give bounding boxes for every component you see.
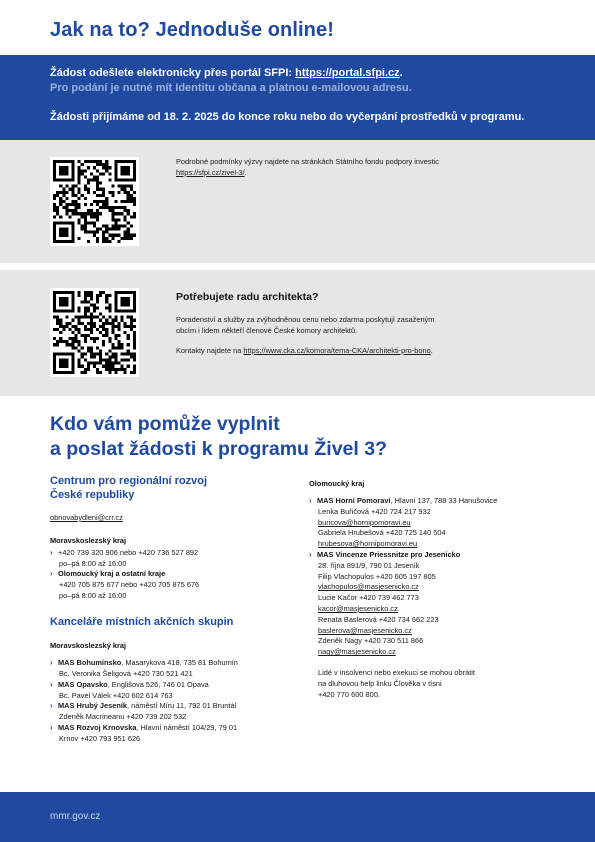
contact-line: Gabriela Hrubešová +420 725 140 504 bbox=[318, 528, 446, 538]
mas-contact: Krnov +420 793 951 626 bbox=[59, 733, 141, 743]
footer bbox=[0, 792, 595, 842]
email-line bbox=[318, 647, 569, 658]
architect-text bbox=[176, 315, 434, 357]
contact-line: 28. října 891/9, 790 01 Jeseník bbox=[318, 560, 420, 570]
chevron-right-icon: › bbox=[309, 549, 312, 559]
list-item bbox=[50, 658, 290, 680]
contact-line: Renata Baslerová +420 734 662 223 bbox=[318, 614, 439, 624]
footer-site: mmr.gov.cz bbox=[50, 811, 101, 822]
qr-code-sfpi bbox=[50, 157, 139, 246]
contact-line: Filip Vlachopulos +420 605 197 805 bbox=[318, 571, 436, 581]
mas-contact: Bc. Pavel Válek +420 602 614 763 bbox=[59, 690, 173, 700]
identity-note: Pro podání je nutné mít Identitu občana a platnou e-mailovou adresu. bbox=[50, 82, 412, 94]
mas-jesenicko-name: MAS Vincenze Priessnitze pro Jesenicko bbox=[317, 549, 461, 559]
crr-region-1-phone: +420 739 320 906 nebo +420 736 527 892 bbox=[58, 547, 199, 557]
email-line bbox=[318, 604, 569, 615]
architect-text-line-1: Poradenství a služby za zvýhodněnou cenu nebo zdarma poskytují zasaženým bbox=[176, 315, 435, 324]
mas-address: , Hlavní náměstí 104/29, 79 01 bbox=[136, 723, 238, 733]
deadline-note: Žádosti přijímáme od 18. 2. 2025 do konce roku nebo do vyčerpání prostředků v programu. bbox=[50, 111, 525, 123]
mas-address: , náměstí Míru 11, 792 01 Bruntál bbox=[127, 701, 237, 711]
left-column bbox=[50, 475, 290, 745]
email-link[interactable]: buricova@hornipomoravi.eu bbox=[318, 517, 411, 527]
insolvency-note-line-3: +420 770 600 800. bbox=[318, 689, 380, 699]
mas-name: MAS Bohumínsko bbox=[58, 658, 122, 668]
architect-title: Potřebujete radu architekta? bbox=[176, 291, 319, 303]
olomouc-list bbox=[309, 496, 569, 700]
mas-horni-pomoravi-name: MAS Horní Pomoraví bbox=[317, 496, 391, 505]
mas-name: MAS Opavsko bbox=[58, 679, 108, 689]
insolvency-note-line-1: Lidé v insolvenci nebo exekuci se mohou obrátit bbox=[318, 667, 475, 677]
email-link[interactable]: baslerova@masjesenicko.cz bbox=[318, 625, 412, 635]
contact-line: Lucie Kačor +420 739 462 773 bbox=[318, 593, 419, 603]
chevron-right-icon: › bbox=[309, 496, 312, 505]
mas-horni-pomoravi-contacts bbox=[318, 507, 569, 550]
contact-prefix: Kontakty najdete na bbox=[176, 346, 244, 355]
help-heading-line-1: Kdo vám pomůže vyplnit bbox=[50, 413, 280, 435]
olomouc-region: Olomoucký kraj bbox=[309, 479, 365, 488]
mas-name: MAS Hrubý Jeseník bbox=[58, 701, 128, 711]
chevron-right-icon: › bbox=[50, 547, 53, 557]
sfpi-link[interactable]: https://sfpi.cz/zivel-3/ bbox=[176, 167, 245, 177]
chevron-right-icon: › bbox=[50, 679, 53, 689]
email-link[interactable]: vlachopulos@masjesenicko.cz bbox=[318, 582, 419, 592]
email-line bbox=[318, 626, 569, 637]
crr-region-1-hours: po–pá 8:00 až 16:00 bbox=[59, 558, 127, 568]
insolvency-note-line-2: na dluhovou help linku Člověka v tísni bbox=[318, 678, 442, 688]
mas-contact: Bc. Veronika Šeligová +420 730 521 421 bbox=[59, 669, 193, 679]
architect-text-line-2: obcím i lidem někteří členové České komory architektů. bbox=[176, 325, 358, 335]
list-item bbox=[50, 701, 290, 723]
portal-link[interactable]: https://portal.sfpi.cz bbox=[295, 67, 400, 79]
crr-region-1: Moravskoslezský kraj bbox=[50, 535, 127, 545]
architect-contact-line bbox=[176, 346, 434, 357]
crr-region-2-line bbox=[50, 569, 290, 580]
chevron-right-icon: › bbox=[50, 658, 53, 668]
chevron-right-icon: › bbox=[50, 723, 53, 733]
chevron-right-icon: › bbox=[50, 701, 53, 711]
mas-contact: Zdeněk Macrineanu +420 739 202 532 bbox=[59, 712, 187, 722]
email-link[interactable]: hrubesova@hornipomoravi.eu bbox=[318, 539, 418, 549]
list-item bbox=[50, 723, 290, 745]
qr-code-cka bbox=[50, 288, 139, 377]
crr-region-2-phone: +420 705 875 677 nebo +420 705 875 676 bbox=[59, 580, 200, 590]
mas-address: , Masarykova 418, 735 81 Bohumín bbox=[121, 658, 238, 668]
crr-title-line-1: Centrum pro regionální rozvoj bbox=[50, 475, 208, 487]
crr-region-1-details bbox=[50, 548, 290, 602]
mas-jesenicko bbox=[309, 549, 569, 561]
crr-region-2-hours: po–pá 8:00 až 16:00 bbox=[59, 590, 127, 600]
mas-horni-pomoravi-address: , Hlavní 137, 788 33 Hanušovice bbox=[390, 496, 498, 505]
crr-email-line bbox=[50, 513, 290, 524]
conditions-text bbox=[176, 157, 439, 178]
mas-region: Moravskoslezský kraj bbox=[50, 641, 127, 651]
portal-text: Žádost odešlete elektronicky přes portál SFPI: bbox=[50, 67, 296, 79]
mas-address: , Englišova 526, 746 01 Opava bbox=[107, 679, 209, 689]
help-heading bbox=[50, 412, 387, 462]
chevron-right-icon: › bbox=[50, 569, 53, 579]
list-item bbox=[50, 679, 290, 702]
mas-horni-pomoravi bbox=[309, 496, 569, 507]
cka-link-end: . bbox=[430, 346, 433, 355]
online-info-band bbox=[0, 55, 595, 140]
mas-list bbox=[50, 658, 290, 744]
page-title: Jak na to? Jednoduše online! bbox=[50, 19, 334, 41]
mas-jesenicko-contacts bbox=[318, 561, 569, 658]
email-line bbox=[318, 518, 569, 529]
crr-title-line-2: České republiky bbox=[50, 488, 135, 501]
right-column bbox=[309, 479, 569, 700]
crr-region-2: Olomoucký kraj a ostatní kraje bbox=[58, 569, 166, 579]
portal-line bbox=[50, 67, 403, 79]
mas-name: MAS Rozvoj Krnovska bbox=[58, 723, 137, 733]
crr-email-link[interactable]: obnovabydleni@crr.cz bbox=[50, 513, 123, 522]
sfpi-link-end: . bbox=[244, 167, 247, 177]
contact-line: Lenka Buřičová +420 724 217 932 bbox=[318, 506, 431, 516]
insolvency-note bbox=[318, 668, 569, 700]
help-heading-line-2: a poslat žádosti k programu Živel 3? bbox=[50, 438, 387, 460]
email-link[interactable]: nagy@masjesenicko.cz bbox=[318, 647, 396, 657]
email-line bbox=[318, 582, 569, 593]
mas-title: Kanceláře místních akčních skupin bbox=[50, 615, 234, 628]
contact-line: Zdeněk Nagy +420 730 511 866 bbox=[318, 636, 424, 646]
conditions-description: Podrobné podmínky výzvy najdete na stránkách Státního fondu podpory investic bbox=[176, 157, 439, 166]
crr-title bbox=[50, 475, 290, 502]
portal-end: . bbox=[399, 67, 403, 79]
email-link[interactable]: kacor@masjesenicko.cz bbox=[318, 603, 398, 613]
email-line bbox=[318, 539, 569, 550]
cka-link[interactable]: https://www.cka.cz/komora/tema-CKA/architekti-pro-bono bbox=[243, 346, 431, 355]
